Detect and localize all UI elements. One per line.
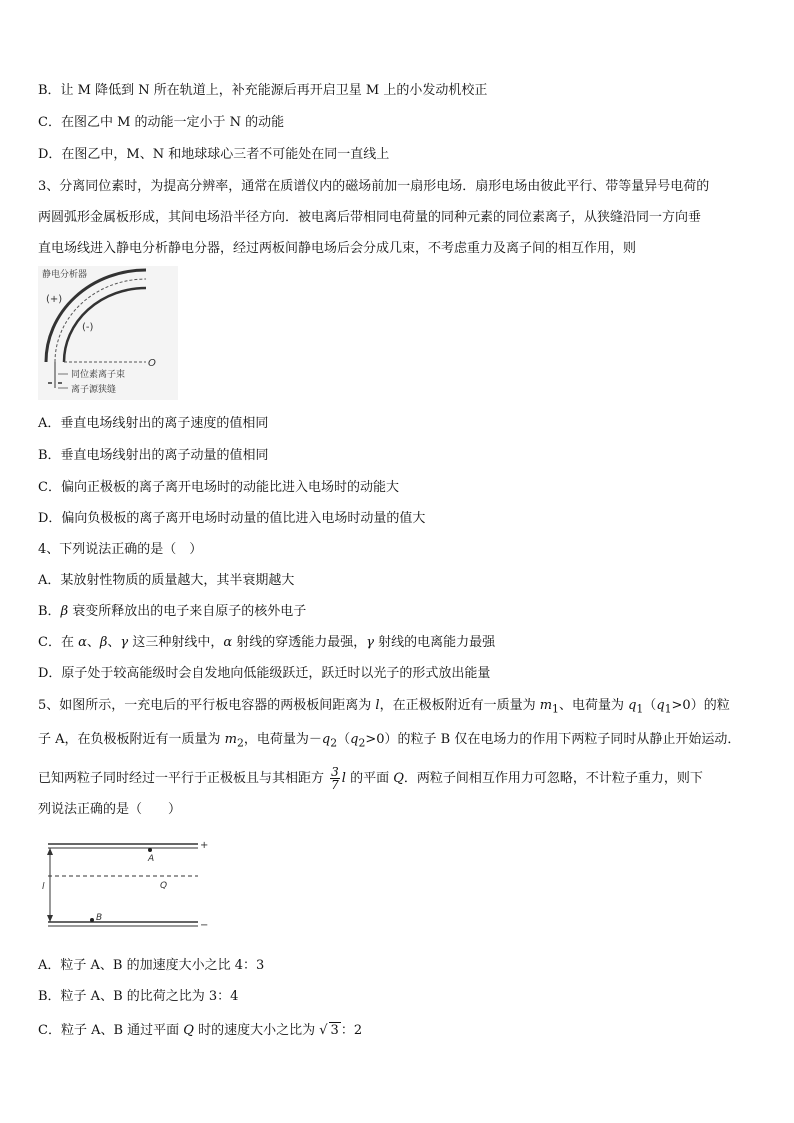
center-point-label: O [148,358,156,369]
electrostatic-analyzer-figure [38,266,178,400]
negative-plate-sign: − [200,920,209,931]
q3-stem-line-2: 两圆弧形金属板形成，其间电场沿半径方向．被电离后带相同电荷量的同种元素的同位素离子，从狭缝沿同一方向垂 [38,210,702,225]
q3-option-d: D．偏向负极板的离子离开电场时动量的值比进入电场时动量的值大 [38,511,426,526]
negative-plate-label: (-) [82,322,94,333]
positive-plate-sign: + [200,840,209,851]
distance-l-label: l [42,882,45,892]
q2-option-d: D．在图乙中，M、N 和地球球心三者不可能处在同一直线上 [38,147,390,162]
q3-option-c: C．偏向正极板的离子离开电场时的动能比进入电场时的动能大 [38,480,399,495]
q5-option-b: B．粒子 A、B 的比荷之比为 3：4 [38,989,239,1004]
q3-option-b: B．垂直电场线射出的离子动量的值相同 [38,448,269,463]
q5-option-c: C．粒子 A、B 通过平面 Q 时的速度大小之比为 √ 3 ：2 [38,1023,363,1038]
q3-stem-line-1: 3、分离同位素时，为提高分辨率，通常在质谱仪内的磁场前加一扇形电场．扇形电场由彼此平行、带等量异号电荷的 [38,179,710,194]
ion-source-slit-label: 离子源狭缝 [71,385,117,395]
analyzer-label: 静电分析器 [42,270,88,280]
particle-a-label: A [148,854,155,864]
q3-option-a: A．垂直电场线射出的离子速度的值相同 [38,416,269,431]
isotope-beam-label: 同位素离子束 [71,370,126,380]
q5-option-a: A．粒子 A、B 的加速度大小之比 4：3 [38,958,265,973]
q3-stem-line-3: 直电场线进入静电分析静电分器，经过两板间静电场后会分成几束，不考虑重力及离子间的相互作用，则 [38,241,637,256]
particle-a [148,848,152,852]
q2-option-c: C．在图乙中 M 的动能一定小于 N 的动能 [38,115,285,130]
plane-q-label: Q [160,881,168,891]
sqrt-symbol: √ [319,1023,328,1038]
q5-stem-line-3: 已知两粒子同时经过一平行于正极板且与其相距方 $\frac{3}{7}$ l 的平面 Q．两粒子间相互作用力可忽略，不计粒子重力，则下 [38,765,703,792]
particle-b-label: B [96,913,103,923]
q5-stem-line-4: 列说法正确的是（ ） [38,802,182,817]
q4-option-c: C．在 α、β、γ 这三种射线中，α 射线的穿透能力最强，γ 射线的电离能力最强 [38,635,496,650]
q5-stem-line-1: 5、如图所示，一充电后的平行板电容器的两极板间距离为 l，在正极板附近有一质量为 $m_1$、电荷量为 $q_1(q_1>0)$的粒 [38,698,730,716]
fraction-three-sevenths: $\frac{3}{7}$ [331,765,339,792]
q4-option-b: B．β 衰变所释放出的电子来自原子的核外电子 [38,604,307,619]
q4-option-d: D．原子处于较高能级时会自发地向低能级跃迁，跃迁时以光子的形式放出能量 [38,666,491,681]
q4-stem: 4、下列说法正确的是（ ） [38,542,203,557]
particle-b [90,918,94,922]
capacitor-figure [40,836,210,936]
positive-plate-label: (+) [46,294,63,305]
q4-option-a: A．某放射性物质的质量越大，其半衰期越大 [38,573,295,588]
q5-stem-line-2: 子 A，在负极板附近有一质量为 $m_2$，电荷量为$-q_2(q_2>0)$的粒子 B 仅在电场力的作用下两粒子同时从静止开始运动． [38,732,741,750]
q2-option-b: B．让 M 降低到 N 所在轨道上，补充能源后再开启卫星 M 上的小发动机校正 [38,83,488,98]
